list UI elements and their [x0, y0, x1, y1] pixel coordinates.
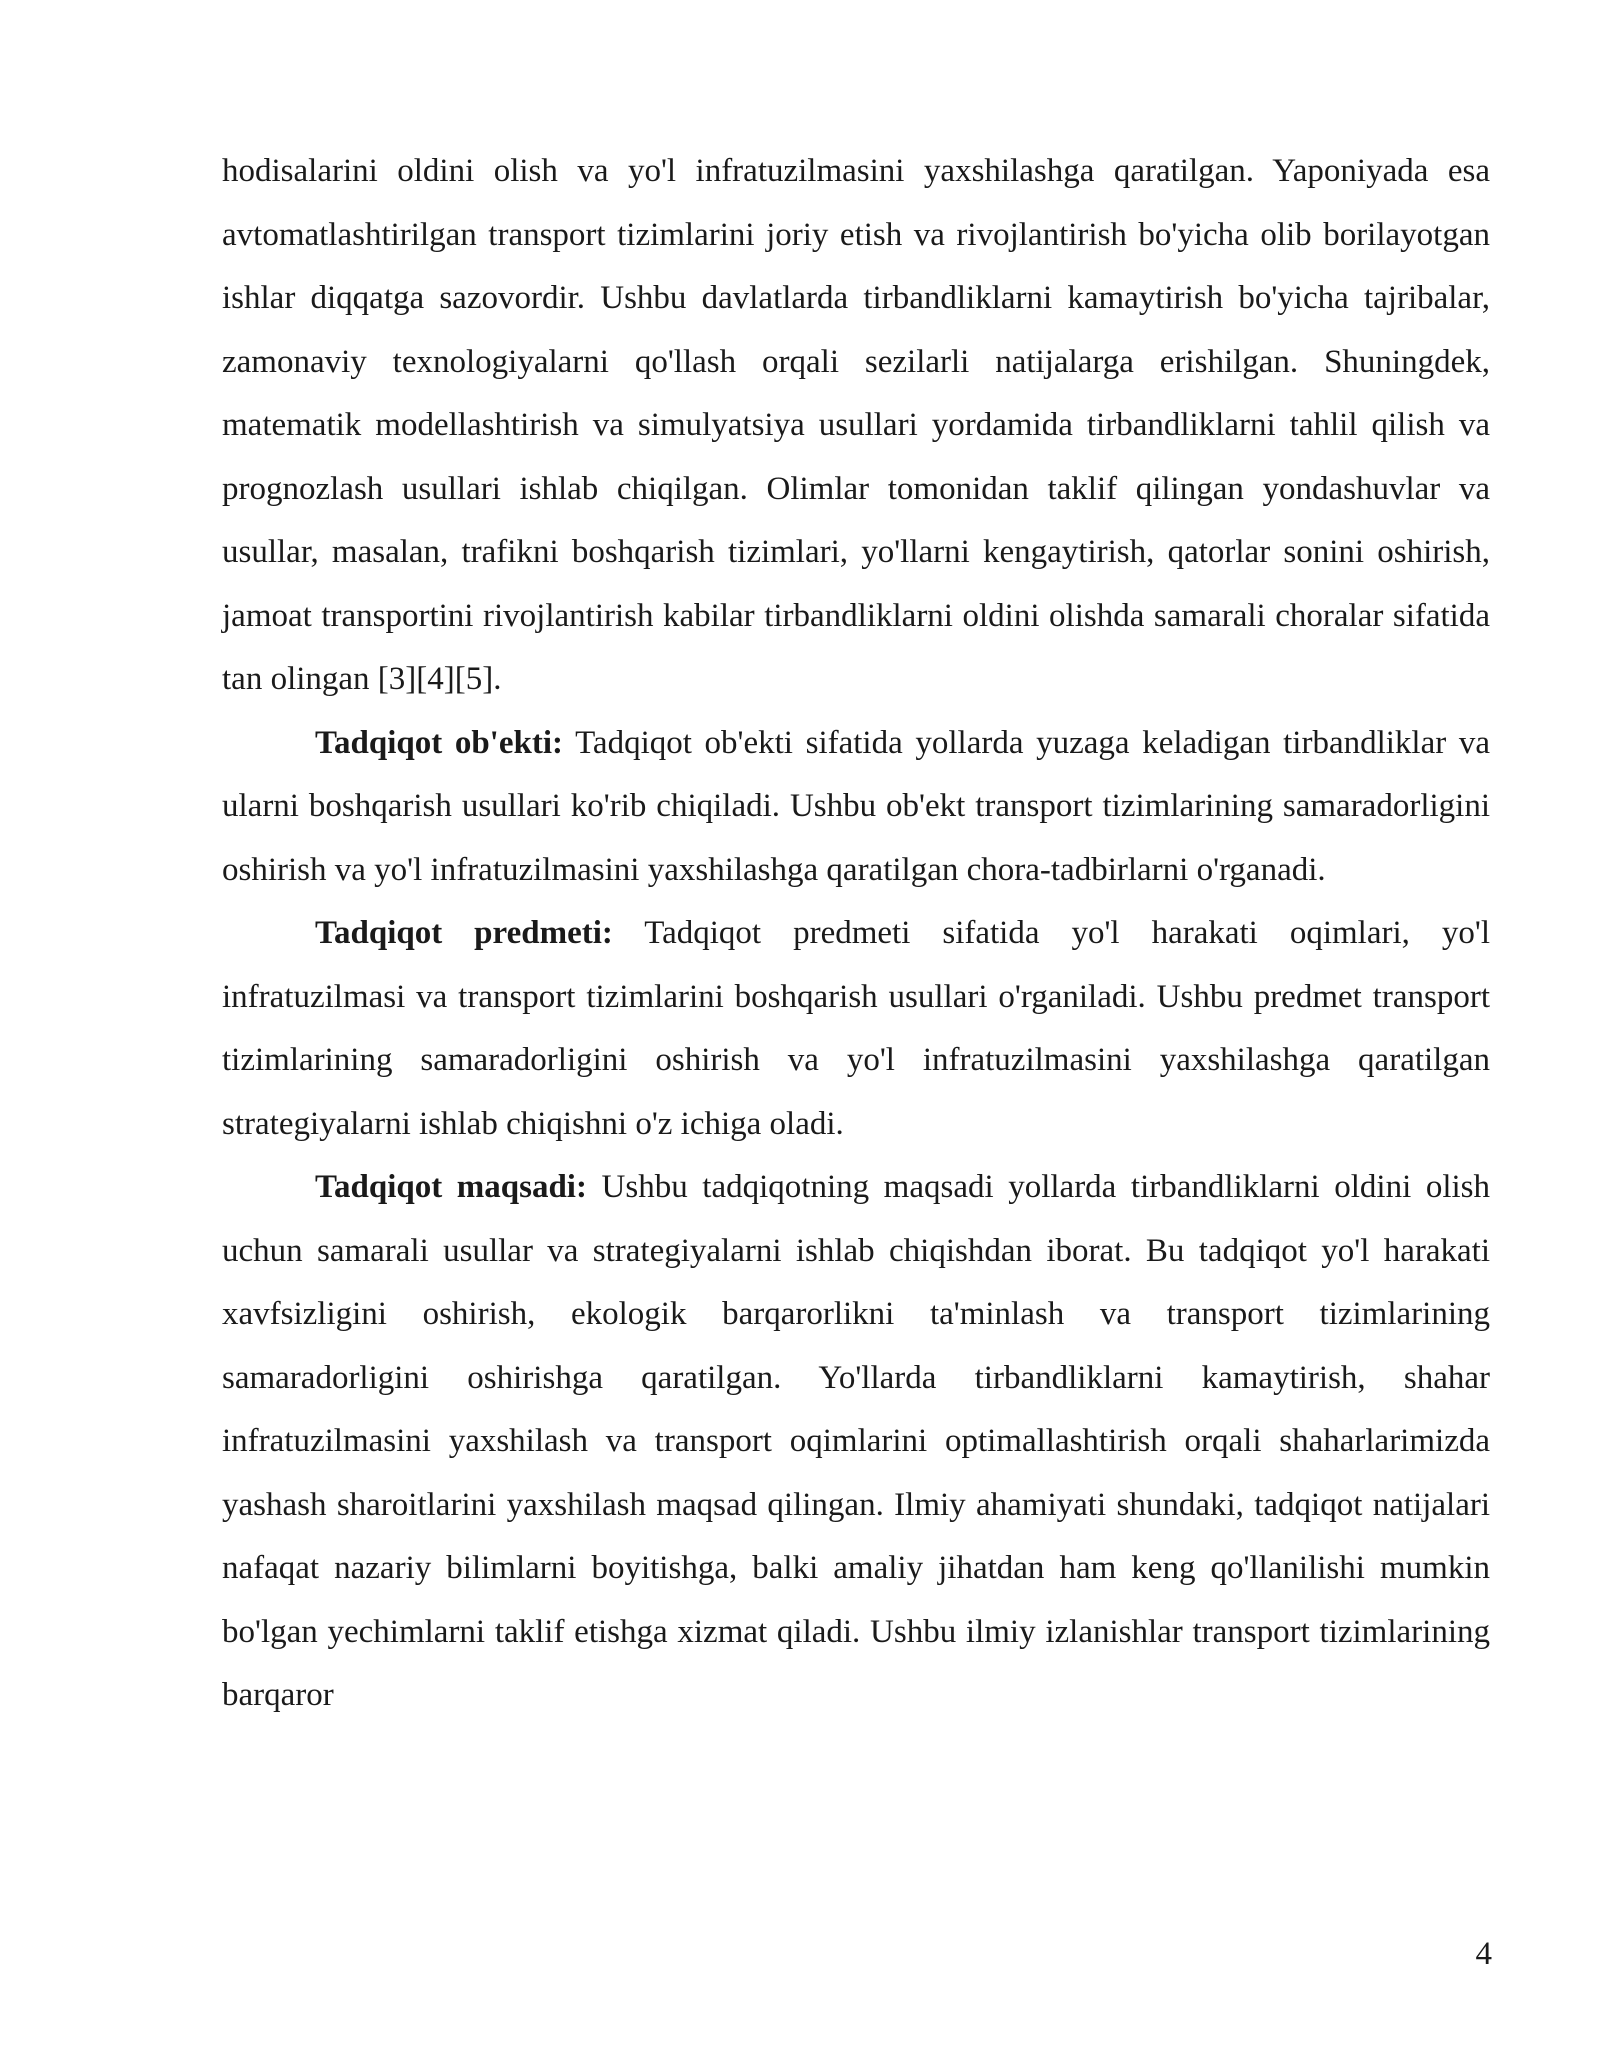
- paragraph-research-subject: [222, 902, 1490, 1156]
- paragraph-text: hodisalarini oldini olish va yo'l infratuzilmasini yaxshilashga qaratilgan. Yaponiyada esa avtomatlashtirilgan transport tizimlarini joriy etish va rivojlantirish bo'yicha olib borilayotgan ishlar diqqatga sazovordir. Ushbu davlatlarda tirbandliklarni kamaytirish bo'yicha tajribalar, zamonaviy texnologiyalarni qo'llash orqali sezilarli natijalarga erishilgan. Shuningdek, matematik modellashtirish va simulyatsiya usullari yordamida tirbandliklarni tahlil qilish va prognozlash usullari ishlab chiqilgan. Olimlar tomonidan taklif qilingan yondashuvlar va usullar, masalan, trafikni boshqarish tizimlari, yo'llarni kengaytirish, qatorlar sonini oshirish, jamoat transportini rivojlantirish kabilar tirbandliklarni oldini olishda samarali choralar sifatida tan olingan [3][4][5].: [222, 153, 1490, 697]
- page-number: 4: [1475, 1936, 1492, 1972]
- paragraph-label: Tadqiqot predmeti:: [315, 915, 613, 951]
- paragraph-text: Tadqiqot predmeti sifatida yo'l harakati oqimlari, yo'l infratuzilmasi va transport tizimlarini boshqarish usullari o'rganiladi. Ushbu predmet transport tizimlarining samaradorligini oshirish va yo'l infratuzilmasini yaxshilashga qaratilgan strategiyalarni ishlab chiqishni o'z ichiga oladi.: [222, 915, 1490, 1142]
- paragraph-text: Tadqiqot ob'ekti sifatida yollarda yuzaga keladigan tirbandliklar va ularni boshqarish usullari ko'rib chiqiladi. Ushbu ob'ekt transport tizimlarining samaradorligini oshirish va yo'l infratuzilmasini yaxshilashga qaratilgan chora-tadbirlarni o'rganadi.: [222, 724, 1491, 888]
- paragraph-label: Tadqiqot ob'ekti:: [315, 724, 564, 761]
- paragraph-research-goal: [222, 1156, 1490, 1728]
- paragraph-text: Ushbu tadqiqotning maqsadi yollarda tirbandliklarni oldini olish uchun samarali usullar va strategiyalarni ishlab chiqishdan iborat. Bu tadqiqot yo'l harakati xavfsizligini oshirish, ekologik barqarorlikni ta'minlash va transport tizimlarining samaradorligini oshirishga qaratilgan. Yo'llarda tirbandliklarni kamaytirish, shahar infratuzilmasini yaxshilash va transport oqimlarini optimallashtirish orqali shaharlarimizda yashash sharoitlarini yaxshilash maqsad qilingan. Ilmiy ahamiyati shundaki, tadqiqot natijalari nafaqat nazariy bilimlarni boyitishga, balki amaliy jihatdan ham keng qo'llanilishi mumkin bo'lgan yechimlarni taklif etishga xizmat qiladi. Ushbu ilmiy izlanishlar transport tizimlarining barqaror: [222, 1169, 1491, 1713]
- paragraph-label: Tadqiqot maqsadi:: [315, 1169, 587, 1205]
- page-body: [222, 140, 1490, 1728]
- paragraph-continuation: [222, 140, 1490, 712]
- paragraph-research-object: [222, 712, 1490, 903]
